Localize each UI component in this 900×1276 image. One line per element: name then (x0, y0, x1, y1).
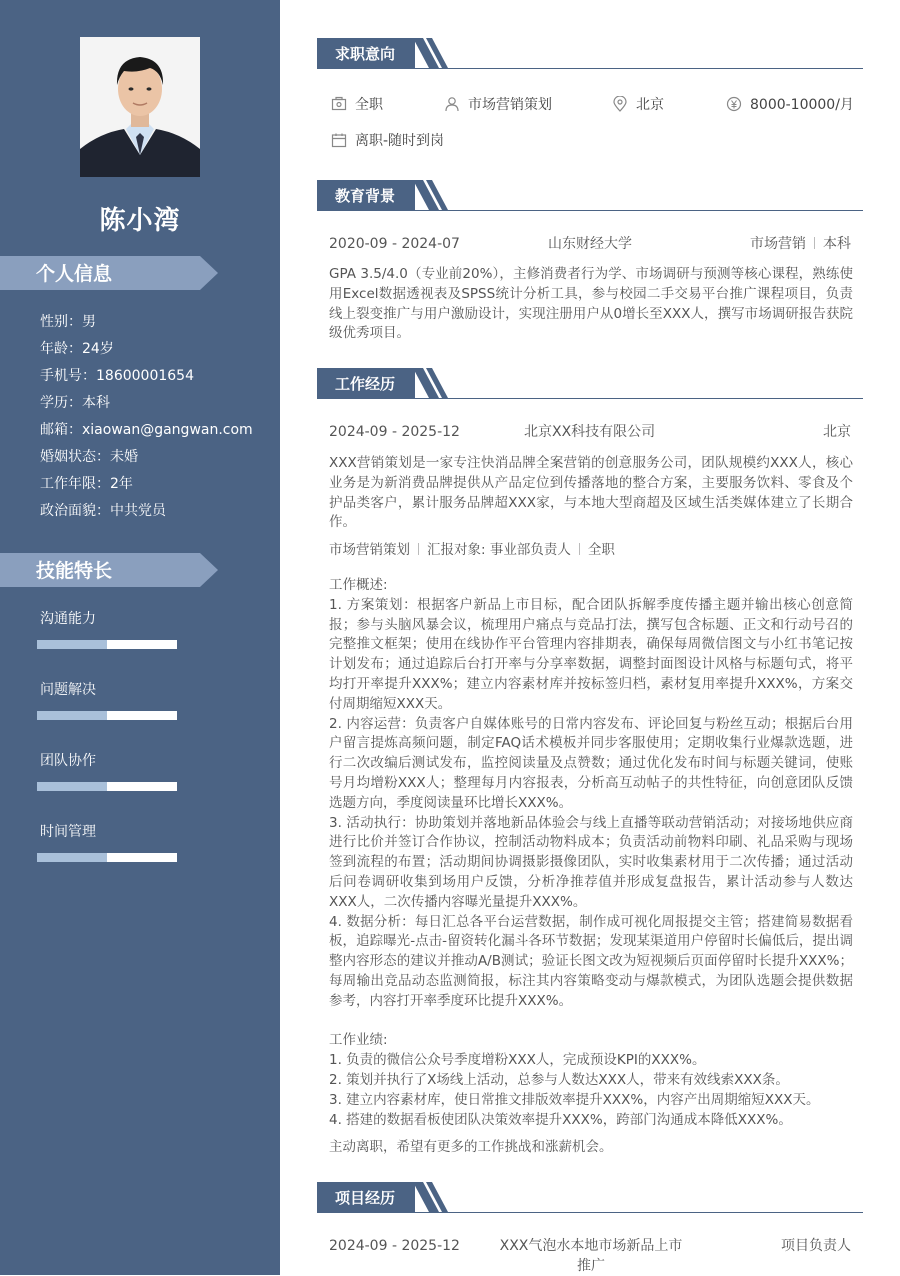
skill-bar (37, 853, 177, 862)
achievements-label: 工作业绩: (329, 1032, 388, 1049)
section-header-intent: 求职意向 (317, 38, 863, 70)
calendar-icon (331, 132, 347, 148)
work-role-line (329, 540, 615, 560)
info-work-years: 工作年限：2年 (40, 476, 133, 492)
project-name: XXX气泡水本地市场新品上市 推广 (499, 1238, 683, 1274)
work-company: 北京XX科技有限公司 (524, 424, 656, 440)
company-description: XXX营销策划是一家专注快消品牌全案营销的创意服务公司，团队规模约XXX人，核心业务是为新消费品牌提供从产品定位到传播落地的整合方案，主要服务饮料、零食及个护品类客户，累计服务品牌超XXX家，与本地大型商超及区域生活类媒体建立了长期合作。 (329, 455, 853, 531)
duty-item: 4. 数据分析：每日汇总各平台运营数据，制作成可视化周报提交主管；搭建简易数据看板，追踪曝光-点击-留资转化漏斗各环节数据；发现某渠道用户停留时长偏低后，提出调整内容形态的建议并推动A/B测试；验证长图文改为短视频后页面停留时长提升XXX%；每周输出竞品动态监测简报，标注其内容策略变动与爆款模式，为团队选题会提供数据参考，内容打开率季度环比提升XXX%。 (329, 913, 853, 1009)
project-period: 2024-09 - 2025-12 (329, 1238, 460, 1254)
work-job-type: 全职 (587, 542, 615, 558)
info-marital-status: 婚姻状态：未婚 (40, 449, 138, 465)
education-school: 山东财经大学 (548, 236, 632, 252)
skill-bar (37, 782, 177, 791)
skill-bar (37, 640, 177, 649)
education-major-degree (750, 234, 851, 254)
education-major: 市场营销 (750, 236, 806, 252)
info-education: 学历：本科 (40, 395, 110, 411)
salary-icon (726, 96, 742, 112)
work-period: 2024-09 - 2025-12 (329, 424, 460, 440)
achievement-item: 2. 策划并执行了X场线上活动，总参与人数达XXX人，带来有效线索XXX条。 (329, 1071, 789, 1088)
education-description: GPA 3.5/4.0（专业前20%），主修消费者行为学、市场调研与预测等核心课程，熟练使用Excel数据透视表及SPSS统计分析工具，参与校园二手交易平台推广课程项目，负责线上裂变推广与用户激励设计，实现注册用户从0增长至XXX人，撰写市场调研报告获院级优秀项目。 (329, 266, 853, 342)
profile-photo (80, 37, 200, 177)
work-overview-block (329, 576, 853, 1158)
achievement-item: 1. 负责的微信公众号季度增粉XXX人，完成预设KPI的XXX%。 (329, 1052, 706, 1069)
skill-level-fill (37, 640, 107, 649)
skill-label: 问题解决 (40, 682, 96, 698)
leave-reason: 主动离职，希望有更多的工作挑战和涨薪机会。 (329, 1139, 613, 1156)
skill-bar (37, 711, 177, 720)
person-icon (444, 96, 460, 112)
section-header-education: 教育背景 (317, 180, 863, 212)
job-type-icon (331, 96, 347, 112)
sidebar (0, 0, 280, 1275)
work-role: 市场营销策划 (329, 542, 410, 558)
project-role: 项目负责人 (781, 1238, 851, 1254)
info-phone: 手机号：18600001654 (40, 368, 194, 384)
duty-item: 1. 方案策划：根据客户新品上市目标，配合团队拆解季度传播主题并输出核心创意简报；参与头脑风暴会议，梳理用户痛点与竞品打法，撰写包含标题、正文和行动号召的完整推文框架；使用在线协作平台管理内容排期表，确保每周微信图文与小红书笔记按计划发布；通过追踪后台打开率与分享率数据，调整封面图设计风格与标题句式，将平均打开率提升XXX%；建立内容素材库并按标签归档，素材复用率提升XXX%，方案交付周期缩短XXX天。 (329, 596, 853, 712)
info-age: 年龄：24岁 (40, 341, 114, 357)
info-email: 邮箱：xiaowan@gangwan.com (40, 422, 253, 438)
skill-label: 时间管理 (40, 824, 96, 840)
work-report-to: 汇报对象: 事业部负责人 (427, 542, 571, 558)
info-gender: 性别：男 (40, 314, 96, 330)
section-header-project: 项目经历 (317, 1182, 863, 1214)
personal-info-heading: 个人信息 (0, 256, 218, 290)
skills-heading: 技能特长 (0, 553, 218, 587)
skill-label: 沟通能力 (40, 611, 96, 627)
candidate-name: 陈小湾 (99, 206, 181, 236)
duty-item: 3. 活动执行：协助策划并落地新品体验会与线上直播等联动营销活动；对接场地供应商进行比价并签订合作协议，控制活动物料成本；负责活动前物料印刷、礼品采购与现场签到流程的布置；活动期间协调摄影摄像团队，实时收集素材用于二次传播；通过活动后问卷调研收集到场用户反馈，分析净推荐值并形成复盘报告，累计活动参与人数达XXX人，二次传播内容曝光量提升XXX%。 (329, 814, 853, 910)
info-political-status: 政治面貌：中共党员 (40, 503, 166, 519)
section-header-work: 工作经历 (317, 368, 863, 400)
skill-level-fill (37, 782, 107, 791)
education-period: 2020-09 - 2024-07 (329, 236, 460, 252)
duty-item: 2. 内容运营：负责客户自媒体账号的日常内容发布、评论回复与粉丝互动；根据后台用户留言提炼高频问题，制定FAQ话术模板并同步客服使用；定期收集行业爆款选题，进行二次改编后测试发布，监控阅读量及点赞数；通过优化发布时间与标题关键词，使账号月均增粉XXX人；整理每月内容报表，分析高互动帖子的共性特征，向创意团队反馈选题方向，季度阅读量环比增长XXX%。 (329, 715, 853, 811)
location-pin-icon (612, 96, 628, 112)
education-degree: 本科 (823, 236, 851, 252)
skill-level-fill (37, 711, 107, 720)
achievement-item: 3. 建立内容素材库，使日常推文排版效率提升XXX%，内容产出周期缩短XXX天。 (329, 1091, 820, 1108)
overview-label: 工作概述: (329, 577, 388, 593)
achievement-item: 4. 搭建的数据看板使团队决策效率提升XXX%，跨部门沟通成本降低XXX%。 (329, 1111, 792, 1128)
skill-label: 团队协作 (40, 753, 96, 769)
work-city: 北京 (823, 424, 851, 440)
skill-level-fill (37, 853, 107, 862)
